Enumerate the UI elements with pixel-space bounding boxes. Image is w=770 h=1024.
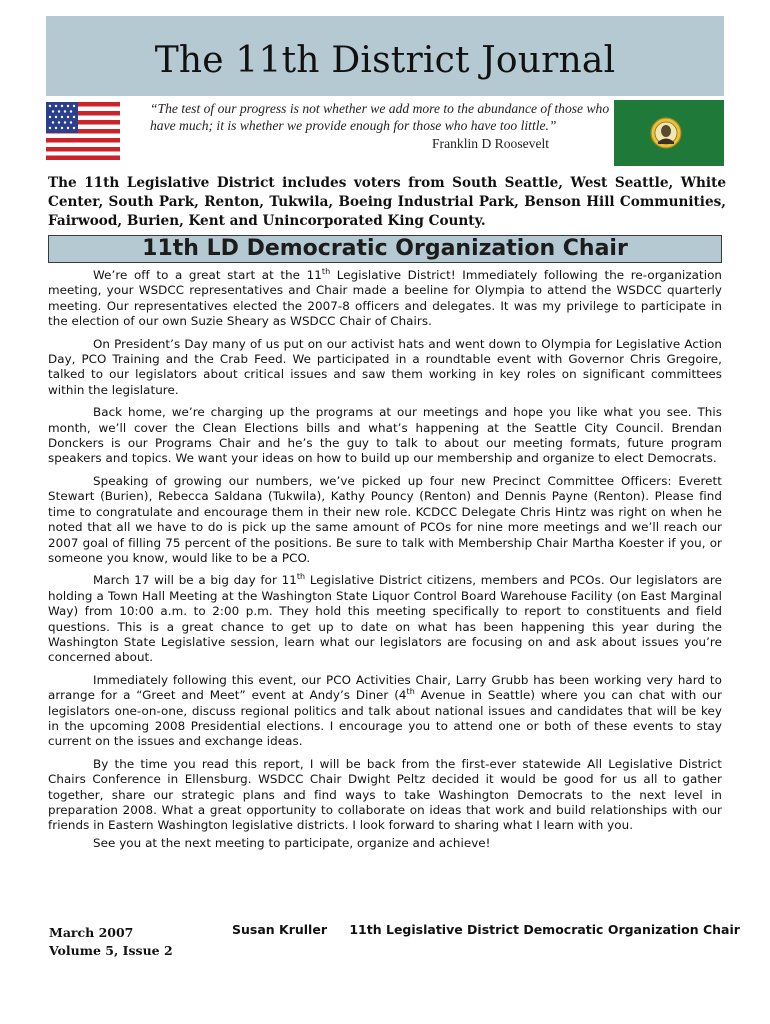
- paragraph: By the time you read this report, I will be back from the first-ever statewide All Legislative District Chairs Conference in Ellensburg. WSDCC Chair Dwight Peltz decided it would be good for us all to gather together, share our strategic plans and find ways to take Washington Democrats to the next level in preparation 2008. What a great opportunity to collaborate on ideas that work and build relationships with our friends in Eastern Washington legislative districts. I look forward to sharing what I learn with you.: [48, 756, 722, 833]
- quote-author: Franklin D Roosevelt: [432, 136, 550, 151]
- issue-date: March 2007: [49, 925, 134, 940]
- section-title: 11th LD Democratic Organization Chair: [142, 236, 628, 261]
- signature: [232, 922, 740, 937]
- issue-info: [49, 924, 173, 960]
- section-header: [48, 235, 722, 263]
- issue-volume: Volume 5, Issue 2: [49, 943, 173, 958]
- author-name: Susan Kruller: [232, 922, 327, 937]
- paragraph: Speaking of growing our numbers, we’ve picked up four new Precinct Committee Officers: Everett Stewart (Burien), Rebecca Saldana (Tukwila), Kathy Pouncy (Renton) and Dennis Payne (Renton). Please find time to congratulate and encourage them in their new role. KCDCC Delegate Chris Hintz was right on when he noted that all we have to do is pick up the same amount of PCOs for nine more meetings and we’ll reach our 2007 goal of filling 75 percent of the positions. Be sure to talk with Membership Chair Martha Koester if you, or someone you know, would like to be a PCO.: [48, 473, 722, 565]
- paragraph: On President’s Day many of us put on our activist hats and went down to Olympia for Legislative Action Day, PCO Training and the Crab Feed. We participated in a roundtable event with Governor Chris Gregoire, talked to our legislators about critical issues and saw them working in key roles on significant committees within the legislature.: [48, 336, 722, 397]
- paragraph: Immediately following this event, our PCO Activities Chair, Larry Grubb has been working very hard to arrange for a “Greet and Meet” event at Andy’s Diner (4th Avenue in Seattle) where you can chat with our legislators one-on-one, discuss regional politics and talk about national issues and candidates that will be key in the upcoming 2008 Presidential elections. I encourage you to attend one or both of these events to stay current on the issues and exchange ideas.: [48, 672, 722, 749]
- quote-text: “The test of our progress is not whether we add more to the abundance of those who have much; it is whether we provide enough for those who have too little.”: [150, 101, 610, 133]
- us-flag-icon: [46, 102, 120, 160]
- paragraph: March 17 will be a big day for 11th Legislative District citizens, members and PCOs. Our legislators are holding a Town Hall Meeting at the Washington State Liquor Control Board Warehouse Facility (on East Marginal Way) from 10:00 a.m. to 2:00 p.m. They hold this meeting specifically to report to constituents and field questions. This is a great chance to get up to date on what has been happening this year during the Washington State Legislative session, learn what our legislators are focusing on and ask about issues you’re concerned about.: [48, 572, 722, 665]
- paragraph: We’re off to a great start at the 11th Legislative District! Immediately following the re-organization meeting, your WSDCC representatives and Chair made a beeline for Olympia to attend the WSDCC quarterly meeting. Our representatives elected the 2007-8 officers and delegates. It was my privilege to participate in the election of our own Suzie Sheary as WSDCC Chair of Chairs.: [48, 267, 723, 329]
- journal-title: The 11th District Journal: [154, 40, 616, 81]
- quote-area: [46, 96, 724, 172]
- closing-line: See you at the next meeting to participate, organize and achieve!: [93, 835, 491, 850]
- author-title: 11th Legislative District Democratic Organization Chair: [349, 922, 740, 937]
- district-description: The 11th Legislative District includes voters from South Seattle, West Seattle, White Center, South Park, Renton, Tukwila, Boeing Industrial Park, Benson Hill Communities, Fairwood, Burien, Kent and Unincorporated King County.: [48, 175, 726, 229]
- article-body: [48, 268, 722, 851]
- washington-state-flag-icon: [614, 100, 724, 166]
- paragraph: Back home, we’re charging up the programs at our meetings and hope you like what you see. This month, we’ll cover the Clean Elections bills and what’s happening at the Seattle City Council. Brendan Donckers is our Programs Chair and he’s the guy to talk to about our meeting formats, future program speakers and topics. We want your ideas on how to build up our membership and organize to elect Democrats.: [48, 405, 722, 466]
- fdr-quote: [150, 100, 610, 134]
